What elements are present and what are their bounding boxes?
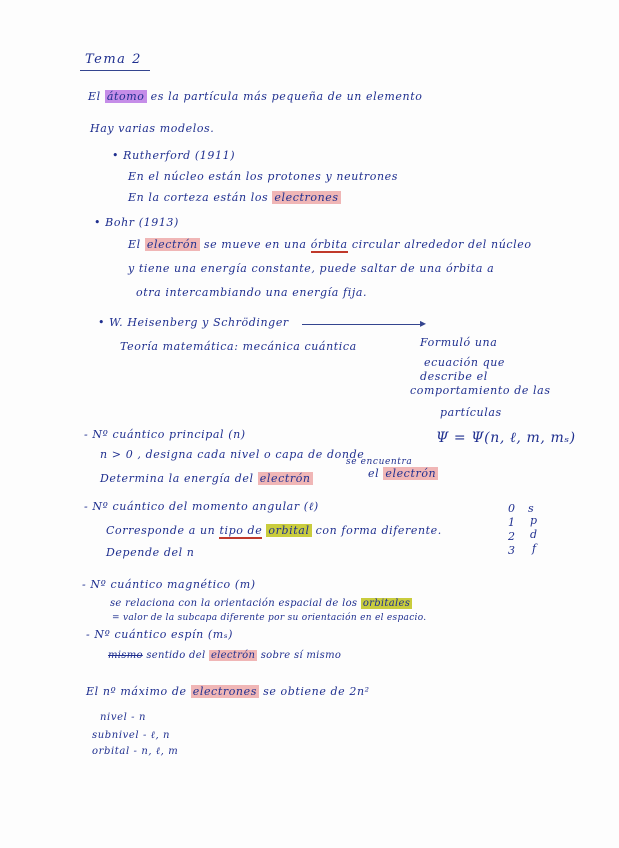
magnetic-line-2: = valor de la subcapa diferente por su orientación en el espacio. <box>112 613 427 623</box>
max-electrons-highlight: electrones <box>192 685 257 698</box>
spin-line-1-post: sobre sí mismo <box>260 650 342 661</box>
intro-pre: El <box>88 90 101 103</box>
max-electrons-pre: El nº máximo de <box>86 685 187 698</box>
models-heading: Hay varias modelos. <box>90 122 215 135</box>
bohr-heading: • Bohr (1913) <box>94 216 179 229</box>
principal-line-2 <box>100 472 313 485</box>
rutherford-line-2-highlight: electrones <box>274 191 339 204</box>
bohr-line-1 <box>128 238 532 251</box>
spin-line-1-strike: mismo <box>108 650 143 661</box>
bohr-line-1-underline: órbita <box>310 238 348 251</box>
orbital-table-row-1-l: p <box>530 514 538 527</box>
wave-function-formula: Ψ = Ψ(n, ℓ, m, mₛ) <box>436 430 576 446</box>
rutherford-line-2 <box>128 191 341 204</box>
principal-line-2-highlight: electrón <box>259 472 311 485</box>
orbital-table-row-0-n: 0 <box>508 502 516 515</box>
spin-heading: - Nº cuántico espín (mₛ) <box>86 628 234 641</box>
spin-line-1-mid: sentido del <box>146 650 206 661</box>
principal-side-pre: el <box>368 467 380 480</box>
heisenberg-subline: Teoría matemática: mecánica cuántica <box>120 340 357 353</box>
principal-side-highlight: electrón <box>385 467 437 480</box>
principal-side <box>368 467 438 480</box>
intro-highlight: átomo <box>106 90 145 103</box>
magnetic-line-1-highlight: orbitales <box>362 598 411 609</box>
heisenberg-note-5: partículas <box>440 406 502 419</box>
heisenberg-note-3: describe el <box>420 370 488 383</box>
angular-line-2: Depende del n <box>106 546 195 559</box>
angular-line-1 <box>106 524 442 537</box>
orbital-table-row-2-n: 2 <box>508 530 516 543</box>
max-electrons-post: se obtiene de 2n² <box>263 685 370 698</box>
summary-nivel: nivel - n <box>100 712 146 723</box>
intro-post: es la partícula más pequeña de un elemento <box>150 90 423 103</box>
principal-side-small: se encuentra <box>346 457 413 467</box>
principal-line-1: n > 0 , designa cada nivel o capa de donde <box>100 448 365 461</box>
angular-heading: - Nº cuántico del momento angular (ℓ) <box>84 500 319 513</box>
principal-line-2-pre: Determina la energía del <box>100 472 254 485</box>
orbital-table-row-3-n: 3 <box>508 544 516 557</box>
spin-line-1 <box>108 650 341 661</box>
bohr-line-1-highlight: electrón <box>146 238 198 251</box>
bohr-line-3: otra intercambiando una energía fija. <box>136 286 368 299</box>
angular-line-1-underline: tipo de <box>219 524 263 537</box>
orbital-table-row-3-l: f <box>532 542 537 555</box>
angular-line-1-post: con forma diferente. <box>315 524 442 537</box>
angular-line-1-highlight: orbital <box>268 524 310 537</box>
orbital-table-row-0-l: s <box>528 502 535 515</box>
heisenberg-note-1: Formuló una <box>420 336 498 349</box>
bohr-line-1-mid: se mueve en una <box>203 238 307 251</box>
title-underline <box>80 70 150 71</box>
orbital-table-row-2-l: d <box>530 528 538 541</box>
magnetic-heading: - Nº cuántico magnético (m) <box>82 578 256 591</box>
heisenberg-arrow-line <box>302 324 424 325</box>
summary-orbital: orbital - n, ℓ, m <box>92 746 179 757</box>
rutherford-heading: • Rutherford (1911) <box>112 149 236 162</box>
page-title: Tema 2 <box>85 52 142 67</box>
heisenberg-note-2: ecuación que <box>424 356 506 369</box>
max-electrons-line <box>86 685 370 698</box>
magnetic-line-1-pre: se relaciona con la orientación espacial de los <box>110 598 358 609</box>
bohr-line-1-pre: El <box>128 238 141 251</box>
heisenberg-heading: • W. Heisenberg y Schrödinger <box>98 316 289 329</box>
rutherford-line-1: En el núcleo están los protones y neutrones <box>128 170 399 183</box>
principal-heading: - Nº cuántico principal (n) <box>84 428 246 441</box>
angular-line-1-pre: Corresponde a un <box>106 524 216 537</box>
orbital-table-row-1-n: 1 <box>508 516 516 529</box>
bohr-line-1-post: circular alrededor del núcleo <box>351 238 532 251</box>
bohr-line-2: y tiene una energía constante, puede saltar de una órbita a <box>128 262 495 275</box>
spin-line-1-highlight: electrón <box>210 650 256 661</box>
arrow-right-icon: ▸ <box>420 316 427 330</box>
magnetic-line-1 <box>110 598 412 609</box>
summary-subnivel: subnivel - ℓ, n <box>92 730 171 741</box>
heisenberg-note-4: comportamiento de las <box>410 384 551 397</box>
rutherford-line-2-pre: En la corteza están los <box>128 191 269 204</box>
intro-line <box>88 90 422 103</box>
